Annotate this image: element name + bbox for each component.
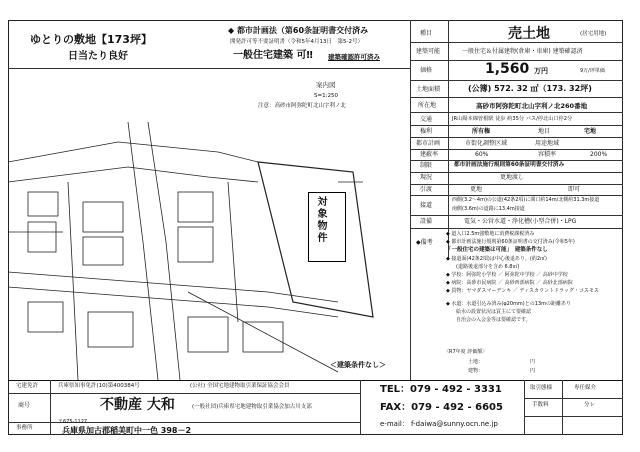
- area-value: (公簿) 572. 32 ㎡（173. 32坪): [468, 84, 592, 93]
- status-value: 更地渡し: [500, 174, 525, 181]
- footer-divider-terms: [524, 380, 525, 435]
- tel-number: TEL：079 - 492 - 3331: [380, 384, 502, 395]
- price-label: 価格: [420, 67, 433, 74]
- delivery-label: 引渡: [420, 186, 433, 193]
- row-line: [410, 195, 623, 196]
- row-line: [410, 80, 623, 81]
- city-plan-label: 都市計画: [416, 140, 441, 147]
- footer-top-line: [8, 380, 623, 381]
- traffic-label: 交通: [420, 116, 433, 123]
- license-label: 宅建免許: [16, 383, 39, 389]
- map-title: 案内図: [316, 81, 336, 89]
- row-line: [410, 172, 623, 173]
- note-item: ◆ 接道面(42条2項)は中心後退あり。(約2㎡): [446, 255, 547, 262]
- row-line: [410, 184, 623, 185]
- coverage-value: 60%: [475, 151, 489, 158]
- city-plan-line2: 開発許可等不要証明書（令和5年4月13日 第5-2号）: [230, 39, 363, 45]
- footer-row-line: [524, 398, 623, 399]
- city-plan-value: 市街化調整区域: [465, 140, 508, 147]
- road-value: 西側(3.2〜4m)の公道(42条2項)に間口約14m/北側約31.3m接道: [452, 197, 600, 203]
- map-drawing: [8, 122, 410, 380]
- price-per-tsubo: 9万/坪単価: [580, 68, 605, 74]
- footer-divider-contact: [360, 380, 361, 435]
- building-label: 建築可能: [416, 48, 441, 55]
- association-2: (一般社団)兵庫県宅地建物取引業協会加古川支部: [192, 404, 312, 410]
- office-address: 兵庫県加古郡稲美町中一色 398－2: [62, 426, 192, 435]
- building-value: 一般住宅＆付属建物(倉庫・車庫) 建築確認済: [462, 48, 583, 55]
- rights-value: 所有権: [472, 128, 491, 135]
- row-line: [410, 42, 623, 43]
- type-note: (居宅用地): [580, 31, 607, 37]
- note-item: (道路後退部分を含め 6.8㎡): [446, 263, 520, 270]
- road-value-2: 南側(3.6m)の道路に13.4m接道: [452, 206, 525, 212]
- notes-title: ◆備考: [416, 239, 433, 246]
- target-property-box: [308, 192, 346, 262]
- postal-code: 〒675-1127: [58, 419, 88, 425]
- note-item: ◆ 都市計画法施行規則第60条証明書の交付済み(令和5年): [446, 239, 575, 245]
- regulation-label: 制限: [420, 162, 433, 169]
- footer-row-line: [8, 393, 360, 394]
- row-line: [410, 149, 623, 150]
- land-category-value: 宅地: [584, 128, 597, 135]
- status-label: 現況: [420, 174, 433, 181]
- fax-number: FAX：079 - 492 - 6605: [380, 402, 503, 413]
- site-map: [8, 122, 410, 380]
- note-item: 自治会の入会金等は要確認です。: [446, 316, 531, 323]
- row-line: [410, 125, 623, 126]
- note-item: ◆ 水道：水道引込み済み(φ20mm)との13mの距離あり: [446, 300, 571, 307]
- delivery2-label: 即可: [568, 186, 581, 193]
- type-label: 種目: [420, 30, 433, 37]
- note-item: ◆ 学校：阿弥陀小学校 ／ 阿弥陀中学校 ／ 高砂中学校: [446, 271, 568, 278]
- traffic-value: JR山陽本線曽根駅 徒歩 約35分 バス/停北山口停2分: [452, 116, 573, 122]
- use-zone-label: 用途地域: [535, 140, 560, 147]
- transaction-value: 専任媒介: [574, 385, 597, 391]
- price-value: 1,560: [485, 61, 530, 77]
- type-value: 売土地: [508, 26, 550, 42]
- note-item: ◆ 病院：高砂市民病院 ／ 高砂西部病院 ／ 高砂北部病院: [446, 279, 573, 286]
- tax-note: 〈R7年度 評価額〉: [444, 349, 488, 355]
- facility-label: 設備: [420, 218, 433, 225]
- far-value: 200%: [590, 151, 608, 158]
- note-item: ◆ 買物：ヤマダスマーデンキ ／ ディスカウントドラッグ・コスモス: [446, 287, 599, 294]
- tax-land-value: 円: [530, 359, 536, 365]
- facility-value: 電気・公営水道・浄化槽(小型合併)・LPG: [464, 218, 577, 225]
- row-line: [410, 137, 623, 138]
- row-line: [410, 112, 623, 113]
- transaction-label: 取引態様: [530, 385, 553, 391]
- target-property-label: 対象物件: [315, 196, 326, 244]
- row-line: [410, 160, 623, 161]
- footer-terms-col: [562, 380, 563, 435]
- regulation-value: 都市計画法施行規則第60条証明書交付済み: [454, 162, 565, 168]
- footer-row-line: [524, 416, 623, 417]
- note-item: 「一般住宅の建築は可能」 建築条件なし: [446, 247, 548, 253]
- footer-label-col: [50, 380, 51, 435]
- location-value: 高砂市阿弥陀町北山字利ノ北260番地: [476, 102, 588, 110]
- road-label: 接道: [420, 202, 433, 209]
- location-label: 所在地: [418, 102, 437, 109]
- email-address: e-mail： f-daiwa@sunny.ocn.ne.jp: [380, 420, 498, 428]
- delivery-value: 更地: [470, 186, 483, 193]
- price-unit: 万円: [534, 67, 548, 75]
- fee-value: 分レ: [584, 402, 596, 408]
- office-label: 事務所: [16, 425, 33, 431]
- headline-title: ゆとりの敷地【173坪】: [30, 33, 152, 46]
- note-item: ◆ 道入口2.5m強敷地に消費税課税済み: [446, 231, 535, 237]
- row-line: [410, 215, 623, 216]
- side-divider: [410, 20, 411, 380]
- permit-text: 建築確認許可済み: [328, 53, 380, 61]
- company-name: 不動産 大和: [100, 397, 175, 413]
- company-label: 商号: [18, 402, 31, 409]
- header-divider: [8, 68, 410, 69]
- map-note: 注意：高砂市阿弥陀町北山字利ノ北: [258, 103, 347, 109]
- note-item: 給水の設置状況は買主にて要確認: [446, 308, 532, 315]
- no-building-condition-label: ＜建築条件なし＞: [330, 361, 386, 369]
- association: (公社) 全国宅地建物取引業保証協会会員: [190, 383, 290, 389]
- row-line: [410, 97, 623, 98]
- land-category-label: 地目: [538, 128, 551, 135]
- map-scale: S=1:250: [314, 93, 338, 99]
- far-label: 容積率: [538, 151, 557, 158]
- license-value: 兵庫県知事免許(10)第400384号: [58, 383, 140, 389]
- side-label-col: [448, 20, 449, 260]
- fee-label: 手数料: [532, 402, 549, 408]
- coverage-label: 建蔽率: [420, 151, 439, 158]
- tax-bldg-value: 円: [530, 368, 536, 374]
- area-label: 土地面積: [416, 86, 441, 93]
- rights-label: 権利: [420, 128, 433, 135]
- headline-subtitle: 日当たり良好: [68, 51, 128, 62]
- zoning-text: 一般住宅建築 可‼: [233, 50, 313, 61]
- row-line: [410, 228, 623, 229]
- tax-land-label: 土地：: [468, 359, 484, 365]
- notes-list: [446, 232, 622, 323]
- tax-bldg-label: 建物：: [468, 368, 484, 374]
- city-plan-line1: ◆ 都市計画法（第60条証明書交付済み: [228, 26, 369, 35]
